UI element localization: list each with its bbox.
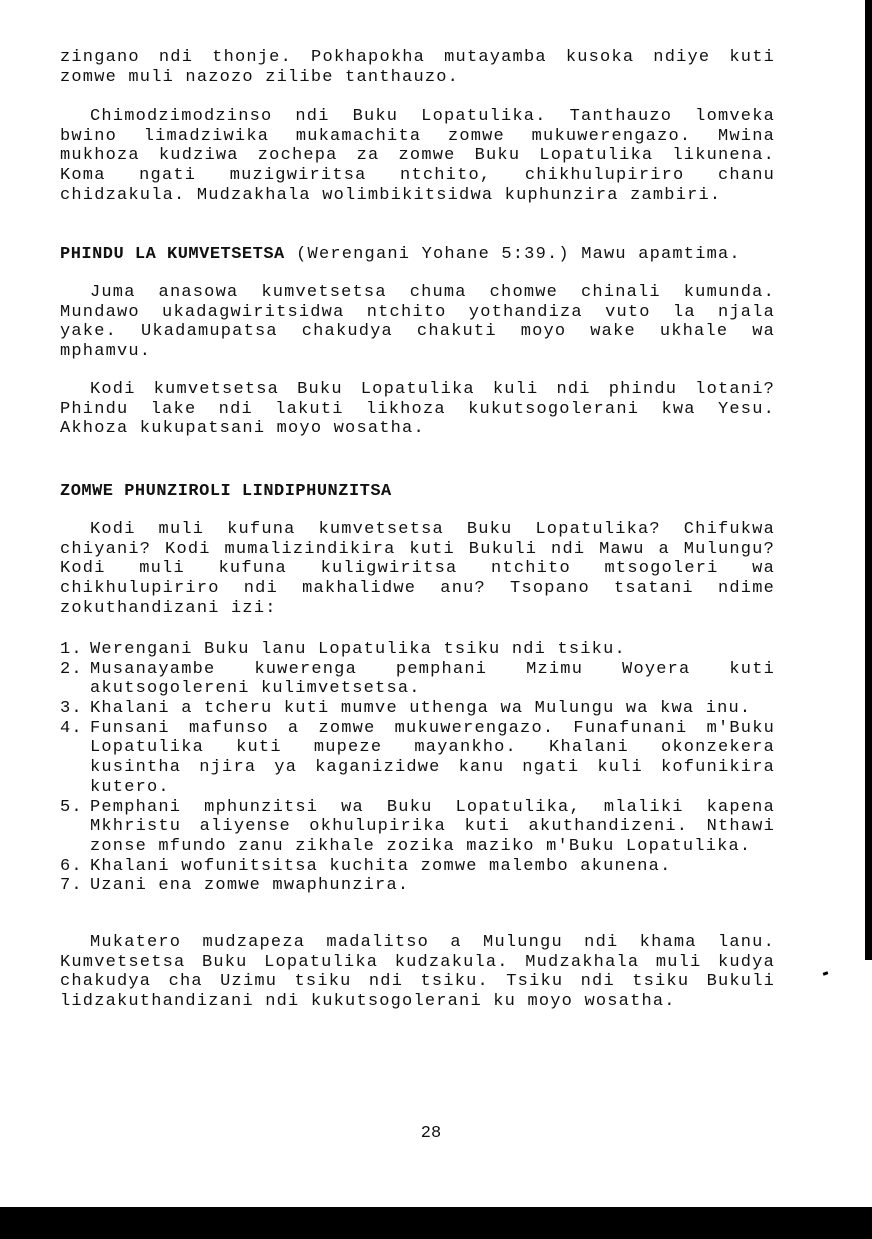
text-line: chakudya cha Uzimu tsiku ndi tsiku. Tsiku ndi tsiku Bukuli: [60, 972, 775, 992]
list-item: [60, 876, 775, 896]
list-item: [60, 857, 775, 877]
text-line: Chimodzimodzinso ndi Buku Lopatulika. Tanthauzo lomveka: [90, 107, 775, 126]
list-item-number: 1.: [60, 640, 83, 659]
text-line: Akhoza kukupatsani moyo wosatha.: [60, 419, 425, 439]
paragraph-juma-story: [60, 283, 775, 362]
text-line: mukhoza kudziwa zochepa za zomwe Buku Lopatulika likunena.: [60, 146, 775, 166]
text-line: mphamvu.: [60, 342, 152, 362]
text-line: Kodi muli kufuna kuligwiritsa ntchito mtsogoleri wa: [60, 559, 775, 579]
text-line: yake. Ukadamupatsa chakudya chakuti moyo wake ukhale wa: [60, 322, 775, 342]
list-item-text: [90, 876, 775, 896]
list-item: [60, 660, 775, 699]
text-line: zingano ndi thonje. Pokhapokha mutayamba kusoka ndiye kuti: [60, 48, 775, 67]
list-item-text: [90, 798, 775, 857]
heading-reference: (Werengani Yohane 5:39.) Mawu apamtima.: [284, 245, 741, 264]
text-line: chiyani? Kodi mumalizindikira kuti Bukuli ndi Mawu a Mulungu?: [60, 539, 775, 559]
list-item-number: 3.: [60, 699, 83, 719]
text-line: Musanayambe kuwerenga pemphani Mzimu Woyera kuti: [90, 659, 775, 679]
section-heading-lesson: [60, 482, 775, 502]
text-line: Kumvetsetsa Buku Lopatulika kudzakula. Mudzakhala muli kudya: [60, 952, 775, 972]
text-line: Kodi kumvetsetsa Buku Lopatulika kuli ndi phindu lotani?: [90, 380, 775, 399]
list-item-text: [90, 719, 775, 798]
list-item-number: 5.: [60, 797, 83, 817]
page-number: 28: [420, 1124, 442, 1143]
text-line: chidzakula. Mudzakhala wolimbikitsidwa kuphunzira zambiri.: [60, 185, 722, 205]
section-heading-value: [60, 245, 775, 265]
paragraph-conclusion: [60, 933, 775, 1012]
list-item-text: [90, 640, 775, 660]
list-item: [60, 640, 775, 660]
list-item-number: 7.: [60, 876, 83, 896]
heading-bold: PHINDU LA KUMVETSETSA: [60, 245, 285, 264]
heading-bold: ZOMWE PHUNZIROLI LINDIPHUNZITSA: [60, 482, 392, 501]
text-line: zokuthandizani izi:: [60, 598, 277, 618]
text-line: Mukatero mudzapeza madalitso a Mulungu ndi khama lanu.: [90, 933, 775, 952]
list-item-number: 4.: [60, 718, 83, 738]
text-line: Pemphani mphunzitsi wa Buku Lopatulika, mlaliki kapena: [90, 797, 775, 817]
text-line: Juma anasowa kumvetsetsa chuma chomwe chinali kumunda.: [90, 283, 775, 302]
text-line: bwino limadziwika mukamachita zomwe mukuwerengazo. Mwina: [60, 126, 775, 146]
text-line: Khalani a tcheru kuti mumve uthenga wa Mulungu wa kwa inu.: [90, 699, 752, 719]
list-item: [60, 719, 775, 798]
list-item: [60, 798, 775, 857]
numbered-steps-list: [60, 640, 775, 896]
paragraph-value-question: [60, 380, 775, 439]
text-line: Lopatulika kuti mupeze mayankho. Khalani okonzekera: [90, 738, 775, 758]
list-item-number: 6.: [60, 856, 83, 876]
text-line: zonse mfundo zanu zikhale zozika maziko m'Buku Lopatulika.: [90, 836, 752, 856]
text-line: chikhulupiriro ndi makhalidwe anu? Tsopano tsatani ndime: [60, 579, 775, 599]
list-item-text: [90, 857, 775, 877]
heading-line: [60, 245, 775, 265]
text-line: Phindu lake ndi lakuti likhoza kukutsogolerani kwa Yesu.: [60, 399, 775, 419]
text-line: Uzani ena zomwe mwaphunzira.: [90, 876, 410, 896]
text-line: akutsogolereni kulimvetsetsa.: [90, 679, 421, 699]
text-line: Mundawo ukadagwiritsidwa ntchito yothandiza vuto la njala: [60, 302, 775, 322]
text-line: Funsani mafunso a zomwe mukuwerengazo. Funafunani m'Buku: [90, 718, 775, 738]
list-item: [60, 699, 775, 719]
paragraph-lesson-intro: [60, 520, 775, 618]
list-item-text: [90, 660, 775, 699]
paragraph-bible-meaning: [60, 107, 775, 205]
paragraph-intro-continued: [60, 48, 775, 87]
scan-edge-right: [865, 0, 872, 960]
text-line: Kodi muli kufuna kumvetsetsa Buku Lopatulika? Chifukwa: [90, 520, 775, 539]
list-item-number: 2.: [60, 659, 83, 679]
text-line: Werengani Buku lanu Lopatulika tsiku ndi tsiku.: [90, 640, 626, 659]
text-line: kutero.: [90, 777, 170, 797]
text-line: zomwe muli nazozo zilibe tanthauzo.: [60, 67, 460, 87]
list-item-text: [90, 699, 775, 719]
text-line: Koma ngati muzigwiritsa ntchito, chikhulupiriro chanu: [60, 166, 775, 186]
text-line: Mkhristu aliyense okhulupirika kuti akuthandizeni. Nthawi: [90, 817, 775, 837]
text-line: Khalani wofunitsitsa kuchita zomwe malembo akunena.: [90, 856, 672, 876]
scan-edge-bottom: [0, 1207, 872, 1239]
text-line: lidzakuthandizani ndi kukutsogolerani ku moyo wosatha.: [60, 992, 676, 1012]
text-line: kusintha njira ya kaganizidwe kanu ngati kuli kofunikira: [90, 758, 775, 778]
heading-line: [60, 482, 775, 502]
scan-speck: [823, 971, 829, 976]
